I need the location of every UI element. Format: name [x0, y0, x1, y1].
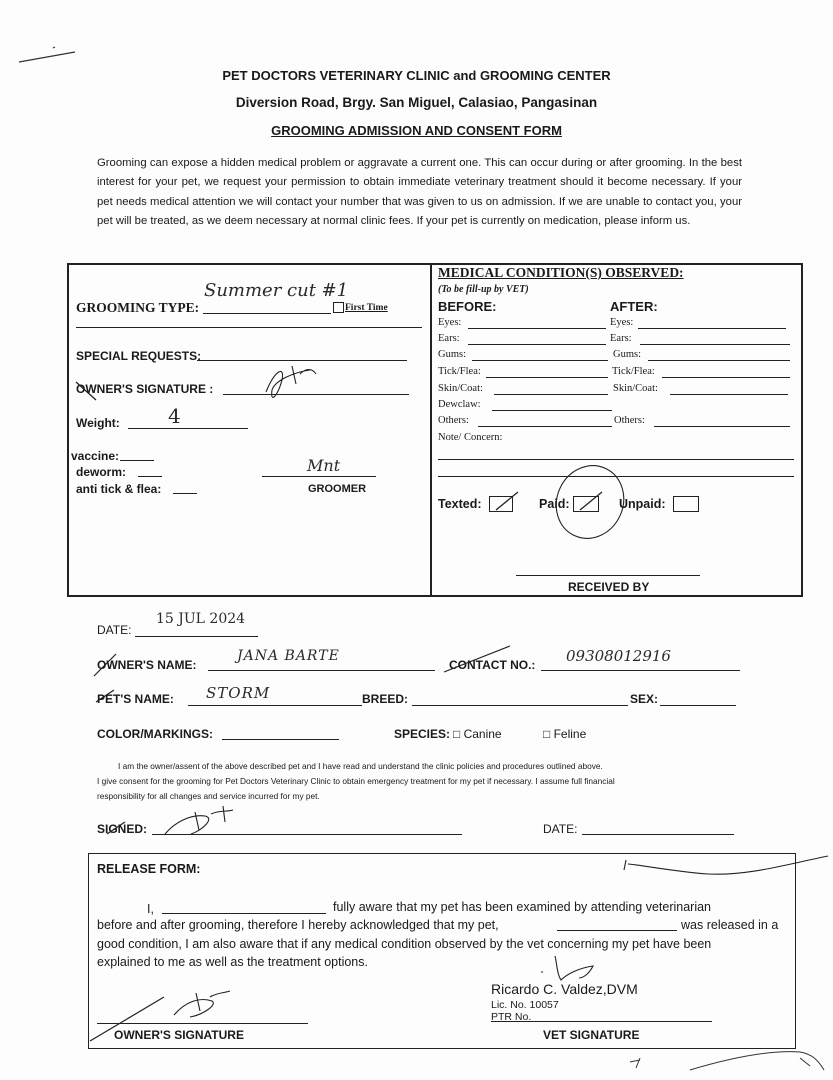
consent-date-label: DATE: [543, 822, 578, 836]
before-gums-label: Gums: [438, 349, 467, 360]
contact-value: 09308012916 [566, 647, 671, 665]
breed-field[interactable] [412, 705, 628, 706]
sex-field[interactable] [660, 705, 736, 706]
after-skin-field[interactable] [670, 394, 788, 395]
first-time-checkbox[interactable] [333, 302, 344, 313]
before-eyes-label: Eyes: [438, 317, 462, 328]
release-pet-field[interactable] [557, 930, 677, 931]
before-ears-label: Ears: [438, 333, 460, 344]
release-text-line3: good condition, I am also aware that if any medical condition observed by the vet concerning my pet have been [97, 937, 712, 951]
vaccine-label: vaccine: [71, 449, 120, 463]
consent-date-field[interactable] [582, 834, 734, 835]
after-eyes-field[interactable] [638, 328, 786, 329]
after-ears-field[interactable] [640, 344, 790, 345]
vet-license: Lic. No. 10057 [491, 999, 559, 1011]
after-eyes-label: Eyes: [610, 317, 634, 328]
unpaid-checkbox[interactable] [673, 496, 699, 512]
release-text-line2b: was released in a [681, 918, 779, 932]
groomer-label: GROOMER [308, 483, 367, 495]
intro-paragraph: Grooming can expose a hidden medical problem or aggravate a current one. This can occur during or after grooming. In the best interest for your pet, we request your permission to obtain immediate veterinary treatment should it become necessary. If your pet needs medical attention we will contact your number that was given to us on admission. If we are unable to contact you, your pet will be treated, as we deem necessary at normal clinic fees. If your pet is currently on medication, please inform us. [97, 157, 742, 228]
grooming-type-extra-line[interactable] [76, 327, 422, 328]
unpaid-label: Unpaid: [619, 497, 666, 511]
received-by-label: RECEIVED BY [568, 580, 650, 594]
before-tick-field[interactable] [486, 377, 608, 378]
after-label: AFTER: [610, 299, 658, 314]
weight-label: Weight: [76, 416, 120, 430]
before-ears-field[interactable] [468, 344, 606, 345]
after-others-label: Others: [614, 415, 645, 426]
before-label: BEFORE: [438, 299, 497, 314]
vet-signature-label: VET SIGNATURE [543, 1028, 640, 1042]
texted-label: Texted: [438, 497, 482, 511]
first-time-label: First Time [345, 303, 388, 313]
before-dewclaw-label: Dewclaw: [438, 399, 481, 410]
after-tick-field[interactable] [662, 377, 790, 378]
after-others-field[interactable] [654, 426, 790, 427]
release-title: RELEASE FORM: [97, 862, 201, 876]
note-line-1[interactable] [438, 459, 794, 460]
after-ears-label: Ears: [610, 333, 632, 344]
color-markings-label: COLOR/MARKINGS: [97, 727, 213, 741]
owner-release-signature-label: OWNER'S SIGNATURE [114, 1028, 244, 1042]
medical-title: MEDICAL CONDITION(S) OBSERVED: [438, 265, 684, 280]
before-skin-field[interactable] [494, 394, 608, 395]
owner-name-label: OWNER'S NAME: [97, 658, 197, 672]
consent-signature-scribble [95, 800, 255, 848]
clinic-address: Diversion Road, Brgy. San Miguel, Calasiao, Pangasinan [235, 95, 598, 110]
release-corner-scribble [618, 850, 833, 890]
vet-signature-field[interactable] [491, 1021, 712, 1022]
form-title: GROOMING ADMISSION AND CONSENT FORM [271, 123, 562, 138]
before-eyes-field[interactable] [468, 328, 606, 329]
paid-label: Paid: [539, 497, 570, 511]
medical-subtitle: (To be fill-up by VET) [438, 284, 529, 295]
anti-tick-field[interactable] [173, 493, 197, 494]
after-tick-label: Tick/Flea: [612, 366, 655, 377]
owner-signature-scribble [70, 360, 330, 415]
consent-line-2: I give consent for the grooming for Pet Doctors Veterinary Clinic to obtain emergency treatment for my pet if necessary. I assume full financial [97, 776, 615, 786]
before-others-field[interactable] [478, 426, 612, 427]
after-skin-label: Skin/Coat: [613, 383, 658, 394]
consent-line-1: I am the owner/assent of the above described pet and I have read and understand the clinic policies and procedures outlined above. [118, 761, 603, 771]
release-text-line4: explained to me as well as the treatment options. [97, 955, 368, 969]
weight-field[interactable] [128, 428, 248, 429]
grooming-type-label: GROOMING TYPE: [76, 300, 200, 315]
groomer-value: Mnt [307, 456, 341, 475]
pet-name-field[interactable] [188, 705, 362, 706]
color-markings-field[interactable] [222, 739, 339, 740]
species-feline-option[interactable]: □ Feline [543, 727, 587, 741]
contact-field[interactable] [541, 670, 740, 671]
before-gums-field[interactable] [472, 360, 608, 361]
species-label: SPECIES: [394, 727, 451, 741]
before-tick-label: Tick/Flea: [438, 366, 481, 377]
deworm-label: deworm: [76, 465, 127, 479]
special-requests-label: SPECIAL REQUESTS: [76, 349, 202, 363]
pet-name-value: STORM [206, 684, 271, 702]
groomer-field[interactable] [262, 476, 376, 477]
pet-name-label: PET'S NAME: [97, 692, 174, 706]
owner-signature-label: OWNER'S SIGNATURE : [76, 382, 214, 396]
vet-ptr: PTR No. [491, 1011, 532, 1023]
date-value: 15 JUL 2024 [156, 611, 246, 627]
after-gums-label: Gums: [613, 349, 642, 360]
before-others-label: Others: [438, 415, 469, 426]
signed-label: SIGNED: [97, 822, 148, 836]
release-text-part1: fully aware that my pet has been examined by attending veterinarian [333, 900, 712, 914]
received-by-field[interactable] [516, 575, 700, 576]
anti-tick-label: anti tick & flea: [76, 482, 162, 496]
check-marks [480, 462, 640, 544]
vet-name: Ricardo C. Valdez,DVM [491, 981, 638, 997]
release-text-i: I, [147, 902, 154, 916]
grooming-type-field[interactable] [203, 313, 331, 314]
date-label: DATE: [97, 623, 132, 637]
before-skin-label: Skin/Coat: [438, 383, 483, 394]
sex-label: SEX: [630, 692, 659, 706]
owner-name-value: JANA BARTE [237, 648, 340, 664]
weight-value: 4 [168, 404, 181, 428]
note-label: Note/ Concern: [438, 432, 503, 443]
date-field[interactable] [135, 636, 258, 637]
after-gums-field[interactable] [648, 360, 790, 361]
pen-mark [15, 40, 85, 70]
contact-label: CONTACT NO.: [449, 658, 536, 672]
species-canine-option[interactable]: □ Canine [453, 727, 502, 741]
vaccine-field[interactable] [120, 460, 154, 461]
clinic-name: PET DOCTORS VETERINARY CLINIC and GROOMING CENTER [222, 68, 611, 83]
release-text-line2a: before and after grooming, therefore I hereby acknowledged that my pet, [97, 918, 499, 932]
consent-line-3: responsibility for all changes and service incurred for my pet. [97, 791, 320, 801]
column-divider [430, 263, 432, 597]
vet-signature-scribble [535, 950, 615, 984]
owner-release-signature-field[interactable] [97, 1023, 308, 1024]
before-dewclaw-field[interactable] [492, 410, 612, 411]
bottom-pen-scribble [600, 1040, 830, 1080]
grooming-type-value: Summer cut #1 [204, 280, 349, 301]
deworm-field[interactable] [138, 476, 162, 477]
breed-label: BREED: [362, 692, 409, 706]
release-name-field[interactable] [162, 913, 326, 914]
